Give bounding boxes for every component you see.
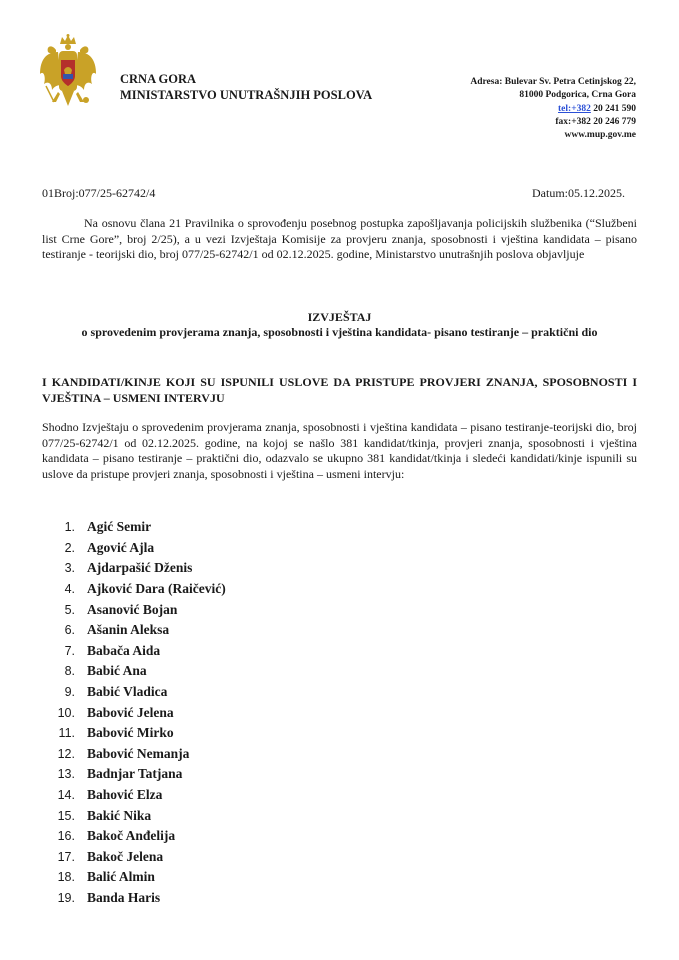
candidate-name: Ajdarpašić Dženis [87,560,193,576]
list-item [42,702,226,723]
item-number: 3. [64,561,75,576]
candidate-name: Babača Aida [87,642,161,658]
list-item [42,682,226,703]
item-number: 8. [64,664,75,679]
ministry-name: MINISTARSTVO UNUTRAŠNJIH POSLOVA [120,87,373,102]
list-item [42,888,226,909]
item-number: 5. [64,602,75,617]
list-item [42,599,226,620]
country-name: CRNA GORA [120,72,197,86]
phone-link[interactable]: tel:+382 [558,103,591,114]
candidate-name: Babović Jelena [87,704,174,720]
list-item [42,744,226,765]
website: www.mup.gov.me [564,130,636,141]
candidate-name: Ašanin Aleksa [87,622,170,638]
phone-line [470,103,636,116]
item-number: 9. [64,685,75,700]
candidate-list [42,517,226,908]
list-item [42,723,226,744]
candidate-name: Bakoč Jelena [87,848,164,864]
candidate-name: Agić Semir [87,519,152,535]
candidate-name: Babović Mirko [87,725,174,741]
candidate-name: Agović Ajla [87,539,155,555]
item-number: 13. [57,767,75,782]
list-item [42,517,226,538]
candidate-name: Ajković Dara (Raičević) [87,581,226,597]
candidate-name: Badnjar Tatjana [87,766,183,782]
phone-number: 20 241 590 [590,103,636,114]
item-number: 1. [64,520,75,535]
candidate-name: Bakić Nika [87,807,152,823]
list-item [42,579,226,600]
list-item [42,785,226,806]
list-item [42,538,226,559]
item-number: 15. [57,808,75,823]
address-line-2: 81000 Podgorica, Crna Gora [519,90,636,101]
list-item [42,764,226,785]
item-number: 6. [64,623,75,638]
item-number: 18. [57,870,75,885]
contact-block [470,76,636,142]
item-number: 4. [64,582,75,597]
list-item [42,847,226,868]
list-item [42,558,226,579]
item-number: 14. [57,788,75,803]
document-date: Datum:05.12.2025. [532,186,625,200]
candidate-name: Babović Nemanja [87,745,190,761]
candidate-name: Asanović Bojan [87,601,178,617]
list-item [42,867,226,888]
coat-of-arms-icon [38,34,98,114]
candidate-name: Babić Vladica [87,684,168,700]
item-number: 16. [57,829,75,844]
item-number: 11. [58,726,75,741]
body-paragraph: Shodno Izvještaju o sprovedenim provjerama znanja, sposobnosti i vještina kandidata – pisano testiranje-teorijski dio, broj 077/25-62742/1 od 02.12.2025. godine, na kojoj se našlo 381 kandidat/tkinja, provjeri znanja, sposobnosti i vještina kandidata – pisano testiranje – praktični dio, odazvalo se ukupno 381 kandidat/tkinja i sledeći kandidati/kinje ispunili su uslove da pristupe provjeri znanja, sposobnosti i vještina – usmeni intervju: [42,420,637,481]
candidate-name: Banda Haris [87,889,161,905]
report-subtitle: o sprovedenim provjerama znanja, sposobnosti i vještina kandidata- pisano testiranje – praktični dio [81,325,598,339]
item-number: 17. [57,849,75,864]
list-item [42,661,226,682]
item-number: 10. [57,705,75,720]
candidate-name: Babić Ana [87,663,147,679]
address-line-1: Adresa: Bulevar Sv. Petra Cetinjskog 22, [470,77,636,87]
document-number: 01Broj:077/25-62742/4 [42,186,156,200]
organization-block [120,72,372,103]
candidate-name: Bakoč Anđelija [87,828,176,844]
report-title: IZVJEŠTAJ [307,310,372,324]
item-number: 12. [57,746,75,761]
item-number: 19. [57,890,75,905]
section-heading: I KANDIDATI/KINJE KOJI SU ISPUNILI USLOVE DA PRISTUPE PROVJERI ZNANJA, SPOSOBNOSTI I VJEŠTINA – USMENI INTERVJU [42,375,637,405]
list-item [42,641,226,662]
list-item [42,620,226,641]
candidate-name: Bahović Elza [87,787,163,803]
candidate-name: Balić Almin [87,869,155,885]
intro-paragraph: Na osnovu člana 21 Pravilnika o sprovođenju posebnog postupka zapošljavanja policijskih službenika (“Službeni list Crne Gore”, broj 2/25), a u vezi Izvještaja Komisije za provjeru znanja, sposobnosti i vještina kandidata – pisano testiranje - teorijski dio, broj 077/25-62742/1 od 02.12.2025. godine, Ministarstvo unutrašnjih poslova objavljuje [42,216,637,262]
list-item [42,826,226,847]
item-number: 2. [64,540,75,555]
list-item [42,805,226,826]
item-number: 7. [64,643,75,658]
fax-line: fax:+382 20 246 779 [555,116,636,127]
